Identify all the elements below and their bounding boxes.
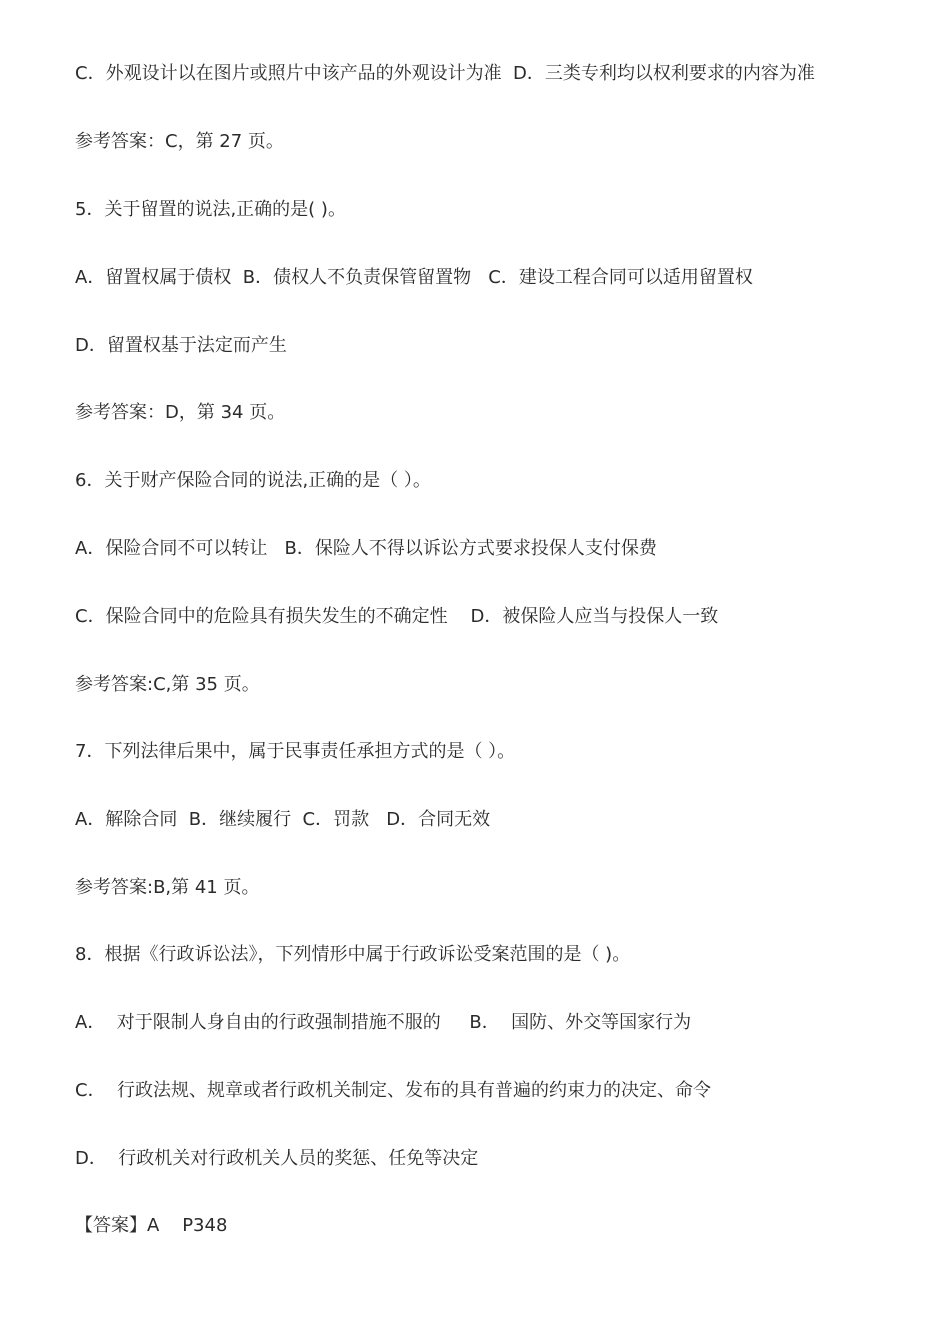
- text-line: A．保险合同不可以转让 B．保险人不得以诉讼方式要求投保人支付保费: [75, 538, 657, 559]
- text-line: C．外观设计以在图片或照片中该产品的外观设计为准 D．三类专利均以权利要求的内容为准: [75, 63, 815, 84]
- text-line: 参考答案:C,第 35 页。: [75, 674, 260, 695]
- text-line: C． 行政法规、规章或者行政机关制定、发布的具有普遍的约束力的决定、命令: [75, 1080, 712, 1101]
- text-line: D． 行政机关对行政机关人员的奖惩、任免等决定: [75, 1148, 479, 1169]
- text-line: 6．关于财产保险合同的说法,正确的是（ ）。: [75, 470, 431, 491]
- text-line: 【答案】A P348: [75, 1215, 228, 1236]
- text-line: 7．下列法律后果中，属于民事责任承担方式的是（ ）。: [75, 741, 516, 762]
- text-line: 参考答案：C，第 27 页。: [75, 131, 284, 152]
- text-line: A．解除合同 B．继续履行 C．罚款 D．合同无效: [75, 809, 491, 830]
- text-line: 5．关于留置的说法,正确的是( )。: [75, 199, 346, 220]
- text-line: 参考答案:B,第 41 页。: [75, 877, 260, 898]
- text-line: 8．根据《行政诉讼法》，下列情形中属于行政诉讼受案范围的是（ )。: [75, 944, 631, 965]
- text-line: A．留置权属于债权 B．债权人不负责保管留置物 C．建设工程合同可以适用留置权: [75, 267, 753, 288]
- text-line: C．保险合同中的危险具有损失发生的不确定性 D．被保险人应当与投保人一致: [75, 606, 719, 627]
- text-line: D．留置权基于法定而产生: [75, 335, 287, 356]
- text-line: A． 对于限制人身自由的行政强制措施不服的 B． 国防、外交等国家行为: [75, 1012, 692, 1033]
- text-line: 参考答案：D，第 34 页。: [75, 402, 286, 423]
